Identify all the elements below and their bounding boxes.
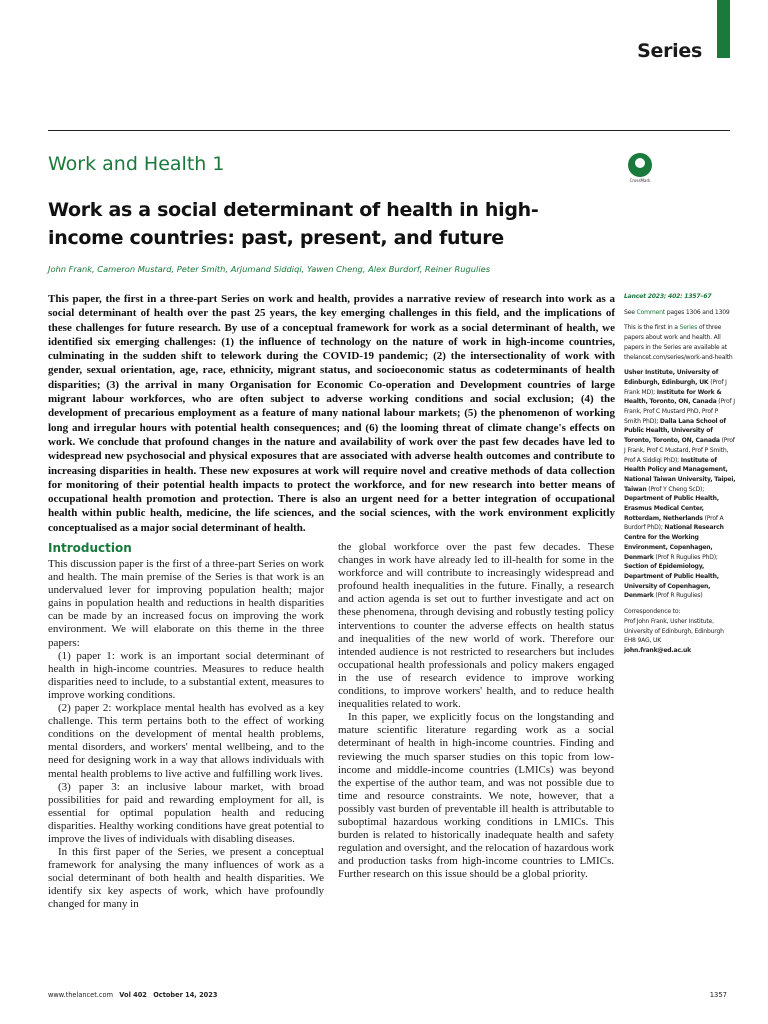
article-sidebar [624,292,736,662]
body-paragraph: (1) paper 1: work is an important social determinant of health in high-income countries. Measures to reduce health disparities need to include, to a substantial extent, measures to improve working conditions. [48,649,324,701]
body-paragraph: In this paper, we explicitly focus on the longstanding and mature scientific literature regarding work as a social determinant of health in high-income countries. Finding and reviewing the much sparser studies on this topic from low-income and middle-income countries (LMICs) was beyond the expertise of the author team, and was not possible due to time and resource constraints. We note, however, that a possibly vast burden of preventable ill health is attributable to suboptimal hazardous working conditions in LMICs. This burden is related to historically inadequate health and safety regulation and oversight, and the relocation of hazardous work and production tasks from high-income countries to LMICs. Further research on this issue should be a global priority. [338,711,614,881]
author-list: John Frank, Cameron Mustard, Peter Smith, Arjumand Siddiqi, Yawen Cheng, Alex Burdorf, Reiner Rugulies [48,264,491,274]
affiliation-institution: National Research Centre for the Working Environment, Copenhagen, Denmark [624,524,724,561]
comment-link[interactable]: Comment [636,308,665,316]
affiliation-people: (Prof R Rugulies PhD); [653,553,718,561]
body-paragraph: (2) paper 2: workplace mental health has evolved as a key challenge. This term pertains both to the effect of working conditions on the development of mental health problems, mental disorders, and workers' mental wellbeing, and to the need for designing work in a way that allows individuals with mental health problems to live active and fulfilling work lives. [48,702,324,780]
affiliation-institution: Department of Public Health, Erasmus Medical Center, Rotterdam, Netherlands [624,495,719,522]
crossmark-icon[interactable] [625,153,655,183]
abstract: This paper, the first in a three-part Series on work and health, provides a narrative review of research into work as a social determinant of health over the past 25 years, the key emerging challenges in this field, and the implications of these challenges for future research. By use of a conceptual framework for work as a social determinant of health, we identified six emerging challenges: (1) the influence of technology on the nature of work in high-income countries, culminating in the sudden shift to telework during the COVID-19 pandemic; (2) the intersectionality of work with gender, sexual orientation, age, race, ethnicity, migrant status, and socioeconomic status as codeterminants of health disparities; (3) the arrival in many Organisation for Economic Co-operation and Development countries of large migrant labour workforces, who are often subject to adverse working conditions and social exclusion; (4) the development of precarious employment as a feature of many national labour markets; (5) the phenomenon of working long and irregular hours with potential health consequences; and (6) the looming threat of climate change's effects on work. We conclude that profound changes in the nature and availability of work over the past few decades have led to widespread new psychosocial and physical exposures that are associated with adverse health outcomes and contribute to increasing disparities in health. These new exposures at work will require novel and creative methods of data collection for monitoring of their potential health impacts to protect the workforce, and for new research into better means of occupational health promotion and protection. There is also an urgent need for a better integration of occupational health within public health, medicine, the life sciences, and the social sciences, with the work environment explicitly conceptualised as a major social determinant of health. [48,293,615,534]
citation: Lancet 2023; 402: 1357–67 [624,293,712,300]
body-paragraph: the global workforce over the past few decades. These changes in work have already led to ill-health for some in the workforce and will contribute to increasingly widespread and profound health inequalities in the future. Finally, a research and action agenda is set out to further investigate and act on these phenomena, through devising and robustly testing policy interventions to counter the adverse effects on health status and inequalities of the new world of work. Therefore our intended audience is not restricted to researchers but includes occupational health professionals and policy makers engaged in the use of research evidence to improve working conditions, to improve workers' health, and to reduce health inequalities related to work. [338,541,614,711]
section-heading-introduction: Introduction [48,541,132,555]
affiliation-institution: Institute for Work & Health, Toronto, ON, Canada [624,388,722,406]
page-number: 1357 [709,991,727,999]
series-note [624,323,736,362]
affiliation-institution: Usher Institute, University of Edinburgh, Edinburgh, UK [624,369,719,386]
affiliation-people: (Prof A Burdorf PhD); [624,514,724,532]
see-suffix: pages 1306 and 1309 [664,308,730,316]
body-paragraph: This discussion paper is the first of a three-part Series on work and health. The main premise of the Series is that work is an undervalued lever for improving population health; major gains in population health and reductions in health disparities can be made by an increased focus on improving the work environment. We will elaborate on this theme in the three papers: [48,558,324,649]
footer-volume: Vol 402 [119,991,147,999]
affiliation-people: (Prof J Frank MD); [624,378,727,396]
series-note-prefix: This is the first in a [624,324,680,332]
correspondence [624,607,736,656]
affiliation-people: (Prof J Frank, Prof C Mustard PhD, Prof P Smith PhD); [624,398,735,425]
body-paragraph: In this first paper of the Series, we present a conceptual framework for analysing the many influences of work as a social determinant of both health and health disparities. We identify six key aspects of work, which have profoundly changed for many in [48,846,324,911]
affiliation-people: (Prof Y Cheng ScD); [646,485,705,493]
footer-date: October 14, 2023 [153,991,218,999]
correspondence-label: Correspondence to: [624,608,681,616]
see-comment-note [624,308,736,318]
affiliation-institution: Institute of Health Policy and Management, National Taiwan University, Taipei, Taiwan [624,456,736,493]
crossmark-label: CrossMark [629,178,651,183]
body-column-right [338,541,614,881]
page-footer [48,991,217,999]
article-title: Work as a social determinant of health in high-income countries: past, present, and future [48,199,539,249]
series-link[interactable]: Series [679,324,698,332]
correspondence-email[interactable]: john.frank@ed.ac.uk [624,646,691,654]
series-section-label: Series [637,40,702,62]
series-note-suffix: of three papers about work and health. All papers in the Series are available at thelancet.com/series/work-and-health [624,324,733,361]
footer-site[interactable]: www.thelancet.com [48,991,113,999]
affiliation-people: (Prof J Frank, Prof C Mustard, Prof P Smith, Prof A Siddiqi PhD); [624,437,735,464]
affiliation-people: (Prof R Rugulies) [653,592,703,600]
body-paragraph: (3) paper 3: an inclusive labour market, with broad possibilities for paid and rewarding employment for all, is essential for optimal population health and reducing disparities. Healthy working conditions have great potential to improve the lives of individuals with disabling diseases. [48,780,324,845]
body-column-left [48,541,324,912]
affiliation-institution: Section of Epidemiology, Department of Public Health, University of Copenhagen, Denmark [624,563,719,600]
series-color-bar [717,0,730,58]
see-prefix: See [624,308,637,316]
series-name: Work and Health 1 [48,153,225,175]
header-divider [48,130,730,131]
correspondence-address: Prof John Frank, Usher Institute, University of Edinburgh, Edinburgh EH8 9AG, UK [624,617,724,645]
affiliations [624,368,736,601]
affiliation-institution: Dalla Lana School of Public Health, University of Toronto, Toronto, ON, Canada [624,417,726,445]
